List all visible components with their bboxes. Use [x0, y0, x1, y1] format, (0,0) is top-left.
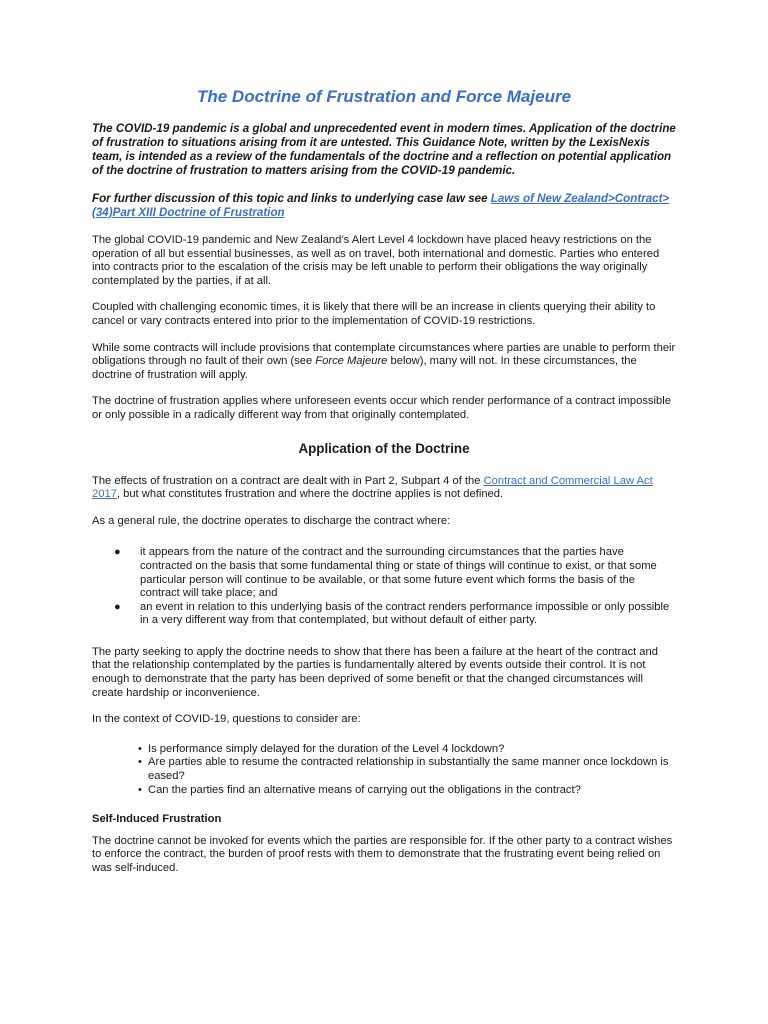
bullet-icon: •	[138, 783, 142, 796]
list-item-text: Is performance simply delayed for the duration of the Level 4 lockdown?	[148, 742, 505, 755]
bullet-icon: ●	[114, 600, 121, 613]
paragraph-5-start: The effects of frustration on a contract are dealt with in Part 2, Subpart 4 of the	[92, 474, 484, 487]
conditions-list	[92, 546, 676, 628]
further-prefix: For further discussion of this topic and links to underlying case law see	[92, 192, 491, 205]
bullet-icon: ●	[114, 546, 121, 559]
list-item	[92, 546, 676, 600]
paragraph-2: Coupled with challenging economic times, it is likely that there will be an increase in clients querying their ability to cancel or vary contracts entered into prior to the implementation of COVID-19 restrictions.	[92, 301, 656, 327]
paragraph-9: The doctrine cannot be invoked for events which the parties are responsible for. If the other party to a contract wishes to enforce the contract, the burden of proof rests with them to demonstrate that the frustrating event being relied on was self-induced.	[92, 834, 673, 874]
document-page	[92, 86, 676, 889]
questions-list	[92, 743, 676, 797]
list-item	[92, 756, 676, 783]
list-item	[92, 601, 676, 628]
intro-paragraph: The COVID-19 pandemic is a global and unprecedented event in modern times. Application of the doctrine of frustration to situations arising from it are untested. This Guidance Note, written by the LexisNexis team, is intended as a review of the fundamentals of the doctrine and a reflection on potential application of the doctrine of frustration to matters arising from the COVID-19 pandemic.	[92, 122, 676, 177]
paragraph-3	[92, 342, 676, 383]
document-title: The Doctrine of Frustration and Force Majeure	[196, 87, 572, 106]
paragraph-6: As a general rule, the doctrine operates to discharge the contract where:	[92, 514, 451, 527]
bullet-icon: •	[138, 756, 142, 769]
subheading: Self-Induced Frustration	[92, 813, 222, 826]
paragraph-8: In the context of COVID-19, questions to consider are:	[92, 713, 361, 726]
list-item-text: Are parties able to resume the contracted relationship in substantially the same manner once lockdown is eased?	[148, 756, 669, 783]
paragraph-1: The global COVID-19 pandemic and New Zealand’s Alert Level 4 lockdown have placed heavy restrictions on the operation of all but essential businesses, as well as on travel, both international and domestic. Parties who entered into contracts prior to the escalation of the crisis may be left unable to perform their obligations the way originally contemplated by the parties, if at all.	[92, 234, 660, 287]
paragraph-3-start: While some contracts will include provisions that contemplate circumstances where parties are unable to perform their obligations through no fault of their own (see	[92, 341, 676, 368]
list-item	[92, 784, 676, 798]
list-item-text: an event in relation to this underlying basis of the contract renders performance impossible or only possible in a very different way from that contemplated, but without default of either party.	[140, 600, 670, 627]
paragraph-7: The party seeking to apply the doctrine needs to show that there has been a failure at the heart of the contract and that the relationship contemplated by the parties is fundamentally altered by events outside their control. It is not enough to demonstrate that the party has been deprived of some benefit or that the changed circumstances will create hardship or inconvenience.	[92, 645, 658, 699]
list-item-text: Can the parties find an alternative means of carrying out the obligations in the contract?	[148, 783, 581, 796]
paragraph-4: The doctrine of frustration applies where unforeseen events occur which render performance of a contract impossible or only possible in a radically different way from that originally contemplated.	[92, 395, 671, 421]
paragraph-5	[92, 475, 676, 502]
paragraph-5-end: , but what constitutes frustration and where the doctrine applies is not defined.	[116, 488, 504, 501]
laws-of-nz-link[interactable]: Laws of New Zealand>Contract>(34)Part XIII Doctrine of Frustration	[92, 192, 670, 219]
bullet-icon: •	[138, 742, 142, 755]
ccla-2017-link[interactable]: Contract and Commercial Law Act 2017	[92, 474, 653, 501]
list-item	[92, 743, 676, 757]
further-discussion	[92, 192, 676, 220]
list-item-text: it appears from the nature of the contract and the surrounding circumstances that the parties have contracted on the basis that some fundamental thing or state of things will continue to exist, or that some particular person will continue to be available, or that some future event which forms the basis of the contract will take place; and	[140, 546, 657, 600]
section-heading: Application of the Doctrine	[298, 440, 470, 456]
force-majeure-term: Force Majeure	[315, 355, 388, 368]
paragraph-3-end: below), many will not. In these circumstances, the doctrine of frustration will apply.	[92, 355, 637, 381]
